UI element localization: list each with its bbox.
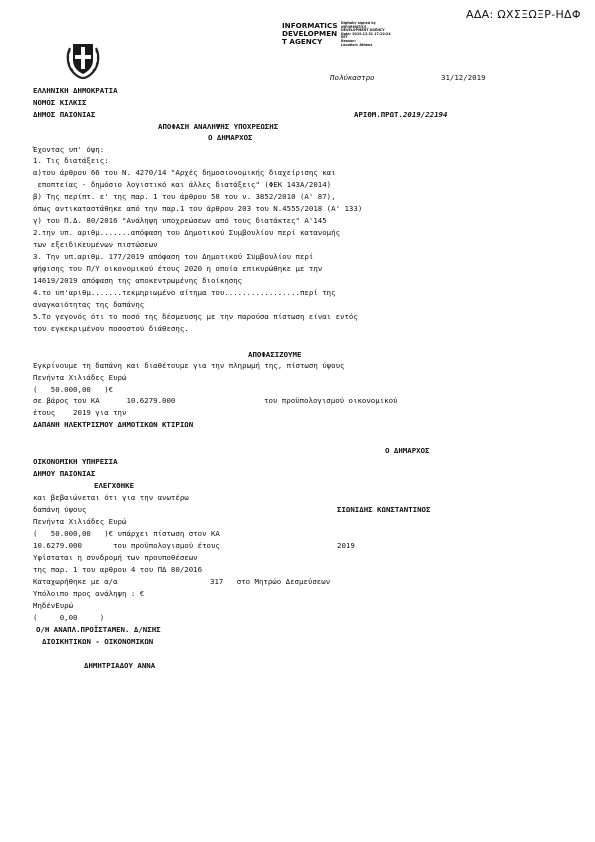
department-head-title: Ο/Η ΑΝΑΠΛ.ΠΡΟΪΣΤΑΜΕΝ. Δ/ΝΣΗΣ (36, 625, 161, 634)
certification-line: Υφίσταται η συνδρομή των προυποθέσεων (33, 553, 198, 562)
considering-line: α)του άρθρου 66 του Ν. 4270/14 "Αρχές δημοσιονομικής διαχείρισης και (33, 168, 336, 177)
decide-amount-words: Πενήντα Χιλιάδες Ευρώ (33, 373, 127, 382)
decide-budget-label: του προϋπολογισμού οικονομικού (264, 396, 398, 405)
signature-fine-7: Location: Athens (341, 42, 373, 47)
certification-budget-code: 10.6279.000 του προϋπολογισμού έτους (33, 541, 220, 550)
mayor-signature-label: Ο ΔΗΜΑΡΧΟΣ (385, 446, 430, 455)
considering-line: εποπτείας - δημόσιο λογιστικό και άλλες διατάξεις" (ΦΕΚ 143Α/2014) (33, 180, 332, 189)
protocol-label: ΑΡΙΘΜ.ΠΡΩΤ. (354, 110, 403, 119)
considering-line: γ) του Π.Δ. 80/2016 "Ανάληψη υποχρεώσεων από τους διατάκτες" Α'145 (33, 216, 327, 225)
certification-line: ( 0,00 ) (33, 613, 105, 622)
decide-amount-figures: ( 50.000,00 )€ (33, 385, 114, 394)
certification-line: ( 50.000,00 )€ υπάρχει πίστωση στον ΚΑ (33, 529, 220, 538)
considering-line: 3. Την υπ.αριθμ. 177/2019 απόφαση του Δημοτικού Συμβουλίου περί (33, 252, 314, 261)
certification-line: Πενήντα Χιλιάδες Ευρώ (33, 517, 127, 526)
certification-line: Υπόλοιπο προς ανάληψη : € (33, 589, 145, 598)
decide-year: έτους 2019 για την (33, 408, 127, 417)
signature-fine-6: Reason: (341, 39, 356, 43)
considering-line: 1. Τις διατάξεις: (33, 156, 109, 165)
protocol-value: 2019/22194 (402, 110, 448, 119)
considering-line: 4.το υπ'αριθμ.......τεκμηριωμένο αίτημα του.................περί της (33, 288, 336, 297)
considering-line: του εγκεκριμένου ποσοστού διάθεσης. (33, 324, 189, 333)
prefecture-label: ΝΟΜΟΣ ΚΙΛΚΙΣ (33, 98, 87, 107)
mayor-name: ΣΙΩΝΙΔΗΣ ΚΩΝΣΤΑΝΤΙΝΟΣ (337, 505, 431, 514)
decide-title: ΑΠΟΦΑΣΙΖΟΥΜΕ (248, 350, 302, 359)
document-date: 31/12/2019 (441, 73, 486, 82)
signature-fine-1: Digitally signed by (341, 21, 376, 25)
place-name: Πολύκαστρο (330, 73, 375, 82)
considering-line: 14619/2019 απόφαση της αποκεντρωμένης διοίκησης (33, 276, 243, 285)
finance-municipality-label: ΔΗΜΟΥ ΠΑΙΟΝΙΑΣ (33, 469, 96, 478)
department-head-name: ΔΗΜΗΤΡΙΑΔΟΥ ΑΝΝΑ (84, 661, 156, 670)
considering-line: 2.την υπ. αριθμ.......απόφαση του Δημοτικού Συμβουλίου περί κατανομής (33, 228, 341, 237)
decision-title: ΑΠΟΦΑΣΗ ΑΝΑΛΗΨΗΣ ΥΠΟΧΡΕΩΣΗΣ (158, 122, 279, 131)
considering-line: των εξειδικευμένων πιστώσεων (33, 240, 158, 249)
registration-number: 317 στο Μητρώο Δεσμεύσεων (210, 577, 331, 586)
finance-service-label: ΟΙΚΟΝΟΜΙΚΗ ΥΠΗΡΕΣΙΑ (33, 457, 118, 466)
signature-fine-4: Date: 2019.12.31 17:22:24 (341, 31, 391, 36)
greek-emblem-icon (64, 38, 102, 80)
signature-fine-3: DEVELOPMENT AGENCY (341, 28, 385, 33)
registration-label: Καταχωρήθηκε με α/α (33, 577, 118, 586)
decide-line: Εγκρίνουμε τη δαπάνη και διαθέτουμε για την πληρωμή της, πίστωση ύψους (33, 361, 345, 370)
checked-label: ΕΛΕΓΧΘΗΚΕ (94, 481, 135, 490)
agency-name-line1: INFORMATICS (282, 21, 338, 30)
department-head-division: ΔΙΟΙΚΗΤΙΚΩΝ - ΟΙΚΟΝΟΜΙΚΩΝ (42, 637, 154, 646)
ada-code: ΑΔΑ: ΩΧΣΞΩΞΡ-ΗΔΦ (466, 8, 581, 21)
certification-line: της παρ. 1 του αρθρου 4 του ΠΔ 80/2016 (33, 565, 203, 574)
signature-fine-5: EET (341, 35, 348, 40)
decide-budget-code: σε βάρος του ΚΑ 10.6279.000 (33, 396, 176, 405)
agency-name-line2: DEVELOPMEN (282, 29, 338, 38)
considering-line: Έχοντας υπ' όψη: (33, 145, 105, 154)
agency-name-line3: T AGENCY (282, 37, 323, 46)
signature-fine-2: INFORMATICS (341, 24, 367, 29)
republic-label: ΕΛΛΗΝΙΚΗ ΔΗΜΟΚΡΑΤΙΑ (33, 86, 118, 95)
considering-line: 5.Το γεγονός ότι το ποσό της δέσμευσης με την παρούσα πίστωση είναι εντός (33, 312, 358, 321)
protocol-number (354, 110, 447, 119)
certification-line: ΜηδένΕυρώ (33, 601, 74, 610)
municipality-label: ΔΗΜΟΣ ΠΑΙΟΝΙΑΣ (33, 110, 96, 119)
expense-title: ΔΑΠΑΝΗ ΗΛΕΚΤΡΙΣΜΟΥ ΔΗΜΟΤΙΚΩΝ ΚΤΙΡΙΩΝ (33, 420, 194, 429)
certification-year: 2019 (337, 541, 355, 550)
certification-line: δαπάνη ύψους (33, 505, 87, 514)
certification-line: και βεβαιώνεται ότι για την ανωτέρω (33, 493, 189, 502)
considering-line: ψήφισης του Π/Υ οικονομικού έτους 2020 η οποία επικυρώθηκε με την (33, 264, 323, 273)
considering-line: όπως αντικαταστάθηκε από την παρ.1 του άρθρου 203 του Ν.4555/2018 (Α' 133) (33, 204, 363, 213)
considering-line: αναγκαιότητας της δαπάνης (33, 300, 145, 309)
mayor-heading: Ο ΔΗΜΑΡΧΟΣ (208, 133, 253, 142)
considering-line: β) Της περίπτ. ε' της παρ. 1 του άρθρου 58 του ν. 3852/2010 (Α' 87), (33, 192, 336, 201)
